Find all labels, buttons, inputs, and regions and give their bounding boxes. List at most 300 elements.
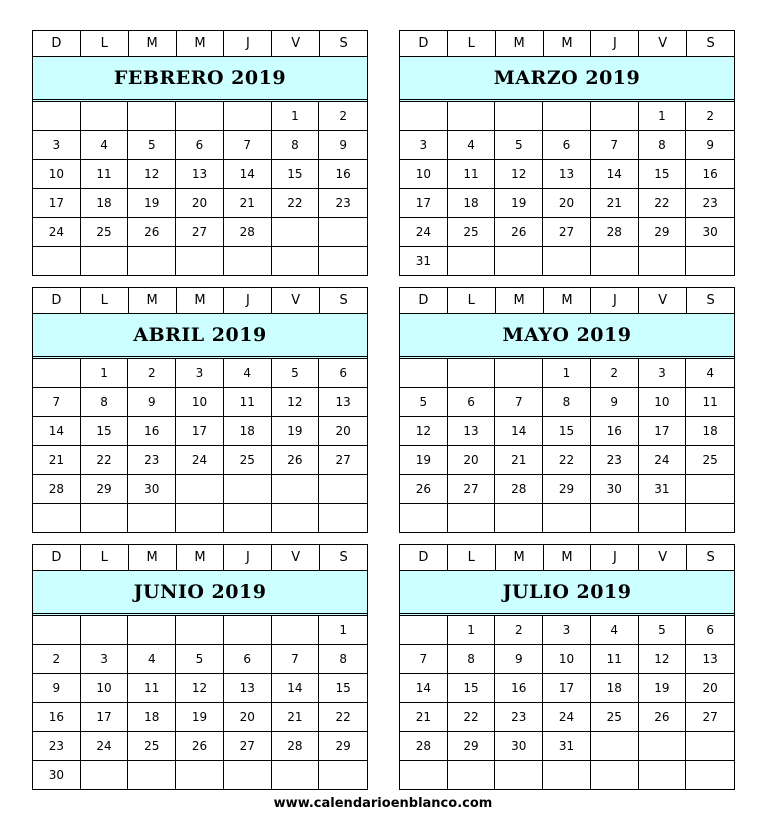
day-cell: 4 [81,131,129,160]
day-cell: 21 [400,703,448,732]
day-cell: 25 [128,732,176,761]
day-cell: 10 [176,388,224,417]
weekday-label: M [496,288,544,313]
weekday-label: M [177,288,225,313]
empty-cell [176,616,224,645]
day-cell: 12 [272,388,320,417]
day-cell: 18 [591,674,639,703]
day-cell: 1 [272,102,320,131]
empty-cell [224,247,272,275]
day-cell: 27 [224,732,272,761]
empty-cell [224,102,272,131]
day-cell: 4 [591,616,639,645]
day-cell: 13 [176,160,224,189]
day-cell: 27 [176,218,224,247]
day-cell: 27 [319,446,367,475]
calendar-month [399,544,735,790]
weekday-label: S [339,293,348,308]
day-cell: 28 [224,218,272,247]
day-cell: 21 [591,189,639,218]
day-cell: 21 [272,703,320,732]
day-cell: 7 [33,388,81,417]
empty-cell [686,732,734,761]
day-cell: 10 [400,160,448,189]
day-cell: 25 [448,218,496,247]
day-cell: 10 [543,645,591,674]
month-title: JUNIO 2019 [33,571,367,616]
day-cell: 30 [33,761,81,789]
day-cell: 20 [176,189,224,218]
empty-cell [128,504,176,532]
empty-cell [128,616,176,645]
day-cell: 3 [81,645,129,674]
day-cell: 22 [272,189,320,218]
day-cell: 24 [176,446,224,475]
day-cell: 14 [400,674,448,703]
day-cell: 24 [543,703,591,732]
day-cell: 23 [591,446,639,475]
day-cell: 7 [400,645,448,674]
empty-cell [224,616,272,645]
day-cell: 21 [224,189,272,218]
month-title: MAYO 2019 [400,314,734,359]
day-cell: 8 [81,388,129,417]
empty-cell [686,475,734,504]
day-cell: 22 [319,703,367,732]
empty-cell [686,504,734,532]
day-cell: 19 [176,703,224,732]
day-cell: 9 [686,131,734,160]
empty-cell [272,761,320,789]
day-cell: 12 [400,417,448,446]
day-cell: 20 [319,417,367,446]
day-cell: 12 [639,645,687,674]
day-cell: 17 [400,189,448,218]
day-cell: 12 [495,160,543,189]
empty-cell [400,504,448,532]
weekday-label: D [33,31,81,56]
day-cell: 8 [543,388,591,417]
empty-cell [128,247,176,275]
day-cell: 2 [319,102,367,131]
day-cell: 1 [81,359,129,388]
day-cell: 13 [224,674,272,703]
empty-cell [543,504,591,532]
day-cell: 13 [448,417,496,446]
day-cell: 29 [81,475,129,504]
day-cell: 9 [128,388,176,417]
calendar-month [399,287,735,533]
day-cell: 3 [176,359,224,388]
day-cell: 17 [639,417,687,446]
empty-cell [591,732,639,761]
empty-cell [495,102,543,131]
day-cell: 30 [591,475,639,504]
day-cell: 17 [543,674,591,703]
day-cell: 9 [495,645,543,674]
day-cell: 31 [400,247,448,275]
day-grid [400,359,734,532]
day-cell: 19 [400,446,448,475]
day-cell: 9 [33,674,81,703]
day-cell: 11 [81,160,129,189]
day-cell: 1 [543,359,591,388]
day-cell: 15 [543,417,591,446]
day-cell: 14 [272,674,320,703]
empty-cell [33,359,81,388]
day-cell: 18 [81,189,129,218]
empty-cell [176,504,224,532]
day-cell: 13 [319,388,367,417]
empty-cell [448,247,496,275]
day-cell: 29 [448,732,496,761]
day-cell: 24 [33,218,81,247]
day-cell: 24 [639,446,687,475]
weekday-label: D [33,545,81,570]
day-cell: 16 [686,160,734,189]
day-cell: 28 [272,732,320,761]
day-cell: 30 [686,218,734,247]
empty-cell [33,504,81,532]
day-cell: 4 [128,645,176,674]
day-cell: 5 [400,388,448,417]
empty-cell [448,761,496,789]
day-cell: 7 [224,131,272,160]
day-cell: 5 [639,616,687,645]
empty-cell [543,761,591,789]
day-cell: 20 [686,674,734,703]
empty-cell [686,761,734,789]
calendar-month [399,30,735,276]
day-cell: 20 [543,189,591,218]
day-cell: 19 [128,189,176,218]
day-cell: 29 [319,732,367,761]
empty-cell [400,359,448,388]
month-title: JULIO 2019 [400,571,734,616]
empty-cell [639,504,687,532]
day-grid [400,102,734,275]
day-cell: 4 [224,359,272,388]
weekday-label: J [224,545,272,570]
weekday-label: L [81,288,129,313]
day-cell: 4 [448,131,496,160]
month-title: MARZO 2019 [400,57,734,102]
day-cell: 2 [686,102,734,131]
weekday-label: M [544,31,592,56]
day-cell: 31 [639,475,687,504]
day-cell: 27 [448,475,496,504]
weekday-label: D [33,288,81,313]
empty-cell [448,504,496,532]
weekday-header [400,288,734,314]
weekday-label: M [496,545,544,570]
day-cell: 22 [639,189,687,218]
day-cell: 10 [81,674,129,703]
weekday-label: M [544,288,592,313]
day-cell: 31 [543,732,591,761]
weekday-label: L [81,31,129,56]
weekday-header [400,545,734,571]
day-cell: 8 [272,131,320,160]
day-cell: 17 [81,703,129,732]
weekday-label: J [591,31,639,56]
day-cell: 29 [639,218,687,247]
day-cell: 15 [81,417,129,446]
empty-cell [400,102,448,131]
day-cell: 20 [448,446,496,475]
day-cell: 25 [224,446,272,475]
weekday-label: V [639,545,687,570]
day-cell: 8 [448,645,496,674]
day-cell: 25 [591,703,639,732]
day-cell: 27 [543,218,591,247]
empty-cell [639,761,687,789]
calendar-month [32,30,368,276]
day-cell: 18 [128,703,176,732]
day-cell: 22 [448,703,496,732]
weekday-label: S [706,550,715,565]
day-cell: 11 [448,160,496,189]
day-cell: 2 [591,359,639,388]
empty-cell [686,247,734,275]
day-cell: 22 [543,446,591,475]
day-cell: 13 [543,160,591,189]
day-cell: 16 [128,417,176,446]
day-cell: 21 [495,446,543,475]
month-title: ABRIL 2019 [33,314,367,359]
day-cell: 6 [319,359,367,388]
empty-cell [591,761,639,789]
day-cell: 7 [495,388,543,417]
empty-cell [272,504,320,532]
day-cell: 11 [128,674,176,703]
day-cell: 3 [400,131,448,160]
weekday-label: D [400,545,448,570]
weekday-label: V [272,31,320,56]
empty-cell [272,616,320,645]
weekday-label: V [272,545,320,570]
day-cell: 2 [128,359,176,388]
empty-cell [448,359,496,388]
weekday-label: J [224,31,272,56]
day-cell: 6 [543,131,591,160]
day-cell: 16 [591,417,639,446]
weekday-label: M [129,31,177,56]
day-cell: 28 [400,732,448,761]
empty-cell [495,504,543,532]
day-grid [33,616,367,789]
weekday-header [33,288,367,314]
weekday-label: L [448,545,496,570]
weekday-header [400,31,734,57]
weekday-header [33,31,367,57]
weekday-label: M [496,31,544,56]
weekday-label: S [706,293,715,308]
day-cell: 20 [224,703,272,732]
day-cell: 12 [176,674,224,703]
day-cell: 3 [639,359,687,388]
weekday-label: L [448,288,496,313]
footer-url: www.calendarioenblanco.com [273,796,493,811]
day-cell: 27 [686,703,734,732]
day-cell: 7 [272,645,320,674]
day-cell: 17 [33,189,81,218]
day-cell: 18 [224,417,272,446]
empty-cell [591,247,639,275]
empty-cell [319,475,367,504]
empty-cell [176,102,224,131]
empty-cell [176,761,224,789]
day-cell: 3 [543,616,591,645]
day-cell: 29 [543,475,591,504]
empty-cell [81,761,129,789]
empty-cell [81,102,129,131]
day-cell: 3 [33,131,81,160]
empty-cell [272,218,320,247]
day-grid [400,616,734,789]
day-cell: 4 [686,359,734,388]
day-cell: 7 [591,131,639,160]
day-cell: 10 [639,388,687,417]
day-cell: 28 [591,218,639,247]
day-cell: 5 [176,645,224,674]
day-cell: 5 [272,359,320,388]
day-cell: 11 [686,388,734,417]
weekday-label: J [591,288,639,313]
weekday-label: S [339,550,348,565]
weekday-label: M [177,31,225,56]
empty-cell [33,616,81,645]
empty-cell [591,102,639,131]
day-cell: 2 [495,616,543,645]
weekday-label: D [400,288,448,313]
day-cell: 1 [448,616,496,645]
empty-cell [319,247,367,275]
weekday-header [33,545,367,571]
day-cell: 28 [495,475,543,504]
day-cell: 26 [128,218,176,247]
day-cell: 19 [272,417,320,446]
weekday-label: V [639,288,687,313]
day-cell: 2 [33,645,81,674]
day-cell: 10 [33,160,81,189]
empty-cell [176,475,224,504]
weekday-label: M [129,545,177,570]
day-cell: 25 [81,218,129,247]
day-cell: 22 [81,446,129,475]
weekday-label: J [224,288,272,313]
weekday-label: V [272,288,320,313]
day-cell: 12 [128,160,176,189]
weekday-label: L [448,31,496,56]
weekday-label: S [339,36,348,51]
day-cell: 16 [33,703,81,732]
day-cell: 13 [686,645,734,674]
empty-cell [543,102,591,131]
day-cell: 16 [495,674,543,703]
day-cell: 21 [33,446,81,475]
empty-cell [400,761,448,789]
day-cell: 5 [128,131,176,160]
day-cell: 16 [319,160,367,189]
day-cell: 23 [319,189,367,218]
empty-cell [224,761,272,789]
day-cell: 25 [686,446,734,475]
weekday-label: M [544,545,592,570]
day-cell: 5 [495,131,543,160]
empty-cell [448,102,496,131]
empty-cell [224,504,272,532]
weekday-label: M [129,288,177,313]
day-cell: 26 [176,732,224,761]
day-cell: 14 [495,417,543,446]
empty-cell [128,102,176,131]
empty-cell [81,247,129,275]
day-cell: 26 [272,446,320,475]
day-cell: 9 [591,388,639,417]
weekday-label: L [81,545,129,570]
day-cell: 1 [319,616,367,645]
day-cell: 6 [176,131,224,160]
day-cell: 15 [639,160,687,189]
calendar-month [32,287,368,533]
weekday-label: V [639,31,687,56]
day-cell: 23 [128,446,176,475]
day-cell: 26 [495,218,543,247]
day-cell: 6 [448,388,496,417]
day-grid [33,359,367,532]
empty-cell [495,761,543,789]
day-cell: 14 [33,417,81,446]
empty-cell [81,504,129,532]
empty-cell [81,616,129,645]
weekday-label: S [706,36,715,51]
empty-cell [639,732,687,761]
empty-cell [639,247,687,275]
weekday-label: M [177,545,225,570]
day-cell: 14 [591,160,639,189]
empty-cell [591,504,639,532]
empty-cell [495,247,543,275]
calendar-month [32,544,368,790]
day-cell: 15 [272,160,320,189]
day-cell: 23 [686,189,734,218]
day-cell: 24 [81,732,129,761]
day-cell: 9 [319,131,367,160]
empty-cell [543,247,591,275]
empty-cell [33,102,81,131]
empty-cell [272,475,320,504]
empty-cell [33,247,81,275]
day-cell: 14 [224,160,272,189]
day-cell: 30 [128,475,176,504]
day-cell: 23 [33,732,81,761]
empty-cell [176,247,224,275]
empty-cell [319,504,367,532]
day-cell: 30 [495,732,543,761]
weekday-label: D [400,31,448,56]
weekday-label: J [591,545,639,570]
day-cell: 15 [319,674,367,703]
day-cell: 11 [224,388,272,417]
day-cell: 24 [400,218,448,247]
day-cell: 28 [33,475,81,504]
month-title: FEBRERO 2019 [33,57,367,102]
day-cell: 19 [639,674,687,703]
empty-cell [319,218,367,247]
empty-cell [224,475,272,504]
day-cell: 19 [495,189,543,218]
